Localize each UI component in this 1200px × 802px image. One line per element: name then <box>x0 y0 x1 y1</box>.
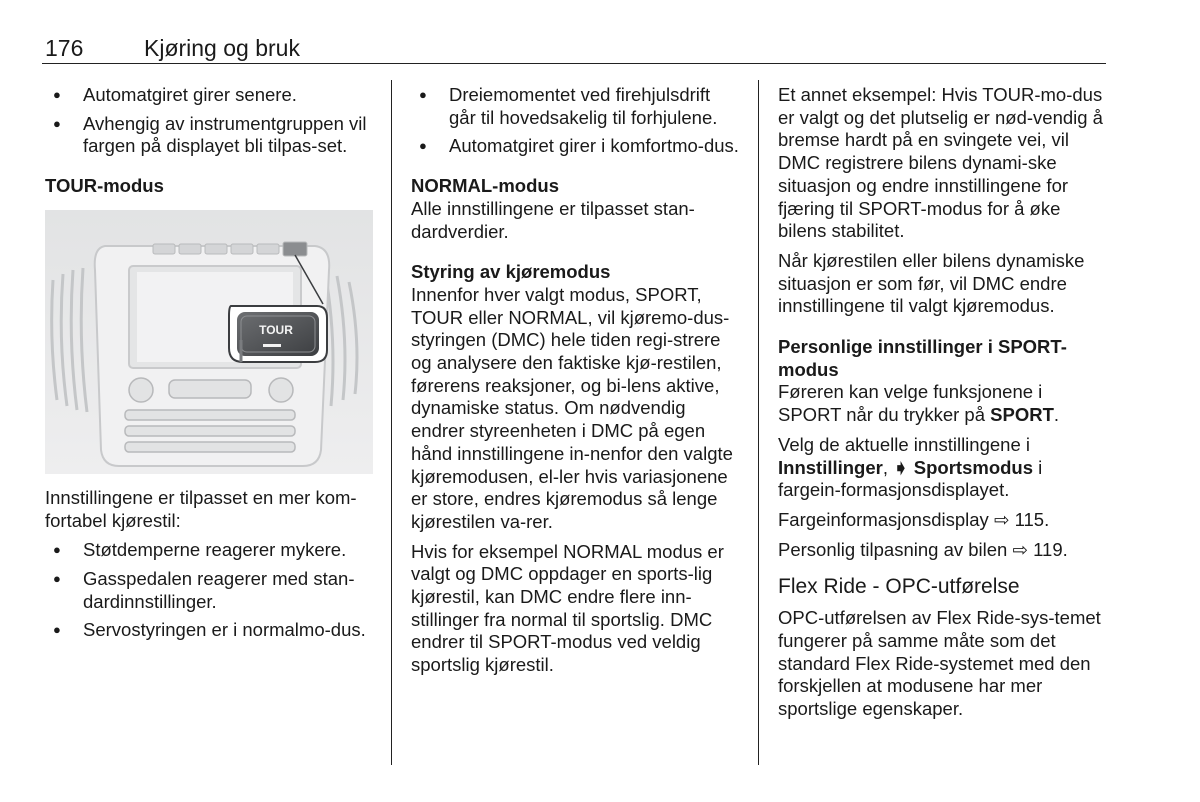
column-divider-2 <box>758 80 759 765</box>
personal-heading: Personlige innstillinger i SPORT-modus <box>778 336 1067 380</box>
example2-paragraph: Et annet eksempel: Hvis TOUR-mo-dus er valgt og det plutselig er nød-vendig å bremse hardt på en svingete vei, vil DMC registrere bilens dynami-ske situasjon og endre innstillingene for fjæring til SPORT-modus for å øke bilens stabilitet. <box>778 84 1103 242</box>
flex-ride-heading: Flex Ride - OPC-utførelse <box>778 575 1020 599</box>
bullet-list-col2 <box>411 84 741 158</box>
tour-heading: TOUR-modus <box>45 175 164 197</box>
page-ref-arrow-icon: ⇨ <box>1012 538 1028 560</box>
page-number: 176 <box>45 35 84 61</box>
column-divider-1 <box>391 80 392 765</box>
menu-arrow-icon: ➧ <box>893 456 909 478</box>
return-paragraph: Når kjørestilen eller bilens dynamiske situasjon er som før, vil DMC endre innstillingene til valgt kjøremodus. <box>778 249 1085 317</box>
personal-post: . <box>1053 404 1060 426</box>
ref1-page: 115. <box>1014 508 1050 530</box>
bullet-item: ● Dreiemomentet ved firehjulsdrift går til hovedsakelig til forhjulene. <box>411 84 741 129</box>
settings-sep: , <box>882 456 894 478</box>
ref1-text: Fargeinformasjonsdisplay <box>778 508 989 530</box>
ref2-page: 119. <box>1033 538 1068 560</box>
styring-description: Innenfor hver valgt modus, SPORT, TOUR eller NORMAL, vil kjøremo-dus-styringen (DMC) hele tiden regi-strere og analysere den faktiske kjø-restilen, førerens reaksjoner, og bi-lens aktive, dynamiske status. Om nødvendig endrer styreenheten i DMC på egen hånd innstillingene in-nenfor den valgte kjøremodusen, el-ler hvis variasjonene er store, endres kjøremodus så lenge kjørestilen va-rer. <box>411 283 733 532</box>
personal-paragraph <box>778 381 1110 426</box>
column-1 <box>45 84 375 648</box>
sport-button-ref: SPORT <box>990 404 1054 426</box>
column-2 <box>411 84 741 684</box>
bullet-list-top <box>45 84 375 158</box>
reference-personalisation <box>778 539 1110 562</box>
sportsmode-menu-ref: Sportsmodus <box>908 456 1034 478</box>
page-ref-arrow-icon: ⇨ <box>993 508 1010 530</box>
dashboard-photo <box>45 210 373 474</box>
chapter-title: Kjøring og bruk <box>144 35 300 61</box>
normal-heading: NORMAL-modus <box>411 175 559 197</box>
tour-description: Innstillingene er tilpasset en mer kom-fortabel kjørestil: <box>45 486 357 531</box>
bullet-item: ● Automatgiret girer i komfortmo-dus. <box>411 135 741 158</box>
settings-paragraph <box>778 434 1110 502</box>
normal-description: Alle innstillingene er tilpasset stan-dardverdier. <box>411 197 695 242</box>
flex-ride-paragraph: OPC-utførelsen av Flex Ride-sys-temet fungerer på samme måte som det standard Flex Ride-systemet med den forskjellen at modusene har mer sportslige egenskaper. <box>778 607 1101 720</box>
bullet-item: ● Servostyringen er i normalmo-dus. <box>45 619 375 642</box>
bullet-list-bottom <box>45 539 375 642</box>
personal-pre: Føreren kan velge funksjonene i SPORT når du trykker på <box>778 381 1043 426</box>
bullet-item: ● Gasspedalen reagerer med stan-dardinnstillinger. <box>45 568 375 613</box>
center-console-illustration <box>45 210 373 474</box>
reference-color-display <box>778 509 1110 532</box>
example-paragraph: Hvis for eksempel NORMAL modus er valgt og DMC oppdager en sports-lig kjørestil, kan DMC endre flere inn-stillinger fra normal til sportslig. DMC endrer til SPORT-modus ved veldig sportslig kjørestil. <box>411 540 724 676</box>
settings-post: i fargein-formasjonsdisplayet. <box>778 456 1043 501</box>
settings-menu-ref: Innstillinger <box>778 456 883 478</box>
header-rule <box>42 63 1106 64</box>
tour-button-label: TOUR <box>259 322 293 337</box>
styring-heading: Styring av kjøremodus <box>411 261 611 283</box>
ref2-text: Personlig tilpasning av bilen <box>778 538 1008 560</box>
settings-pre: Velg de aktuelle innstillingene i <box>778 433 1030 455</box>
bullet-item: ● Avhengig av instrumentgruppen vil fargen på displayet bli tilpas-set. <box>45 113 375 158</box>
column-3 <box>778 84 1110 728</box>
bullet-item: ● Automatgiret girer senere. <box>45 84 375 107</box>
bullet-item: ● Støtdemperne reagerer mykere. <box>45 539 375 562</box>
